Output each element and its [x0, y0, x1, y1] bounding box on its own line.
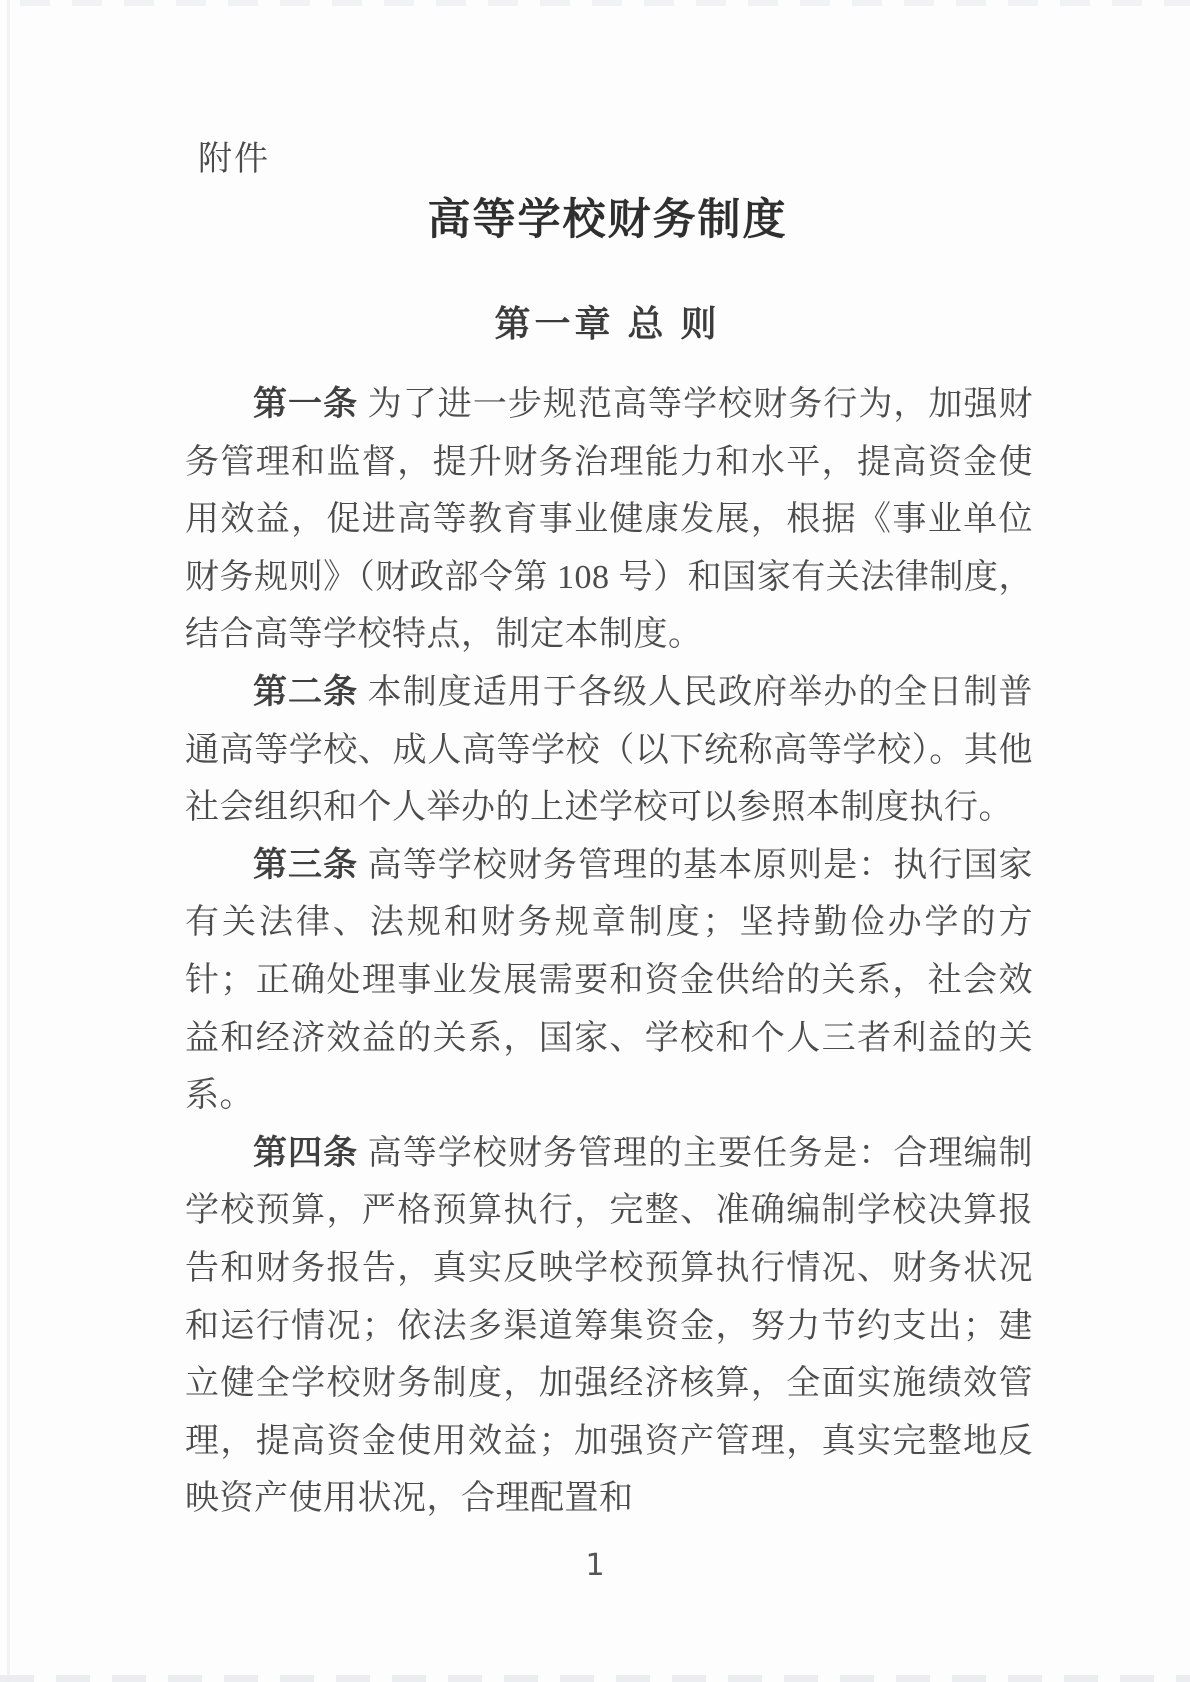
article-label: 第一条: [253, 386, 359, 423]
document-body: [185, 376, 1033, 1528]
page-number: 1: [585, 1548, 605, 1583]
scan-artifact-left-edge: [7, 0, 10, 1682]
paragraph-article-4: 第四条 高等学校财务管理的主要任务是：合理编制学校预算，严格预算执行，完整、准确编制学校决算报告和财务报告，真实反映学校预算执行情况、财务状况和运行情况；依法多渠道筹集资金，努力节约支出；建立健全学校财务制度，加强经济核算，全面实施绩效管理，提高资金使用效益；加强资产管理，真实完整地反映资产使用状况，合理配置和: [185, 1134, 1034, 1518]
paragraph-article-2: 第二条 本制度适用于各级人民政府举办的全日制普通高等学校、成人高等学校（以下统称高等学校）。其他社会组织和个人举办的上述学校可以参照本制度执行。: [185, 673, 1034, 827]
chapter-heading: 第一章 总 则: [494, 304, 721, 344]
paragraph-article-3: 第三条 高等学校财务管理的基本原则是：执行国家有关法律、法规和财务规章制度；坚持勤俭办学的方针；正确处理事业发展需要和资金供给的关系，社会效益和经济效益的关系，国家、学校和个人三者利益的关系。: [185, 846, 1034, 1115]
scan-artifact-bottom-edge: [0, 1675, 1190, 1682]
article-label: 第三条: [253, 846, 359, 884]
paragraph-article-1: 第一条 为了进一步规范高等学校财务行为，加强财务管理和监督，提升财务治理能力和水平，提高资金使用效益，促进高等教育事业健康发展，根据《事业单位财务规则》（财政部令第 108 号）和国家有关法律制度，结合高等学校特点，制定本制度。: [185, 386, 1034, 654]
document-title: 高等学校财务制度: [427, 197, 788, 244]
scan-artifact-top-edge: [20, 0, 1190, 6]
attachment-label: 附件: [198, 141, 270, 178]
article-label: 第四条: [253, 1134, 359, 1172]
article-label: 第二条: [253, 673, 359, 711]
